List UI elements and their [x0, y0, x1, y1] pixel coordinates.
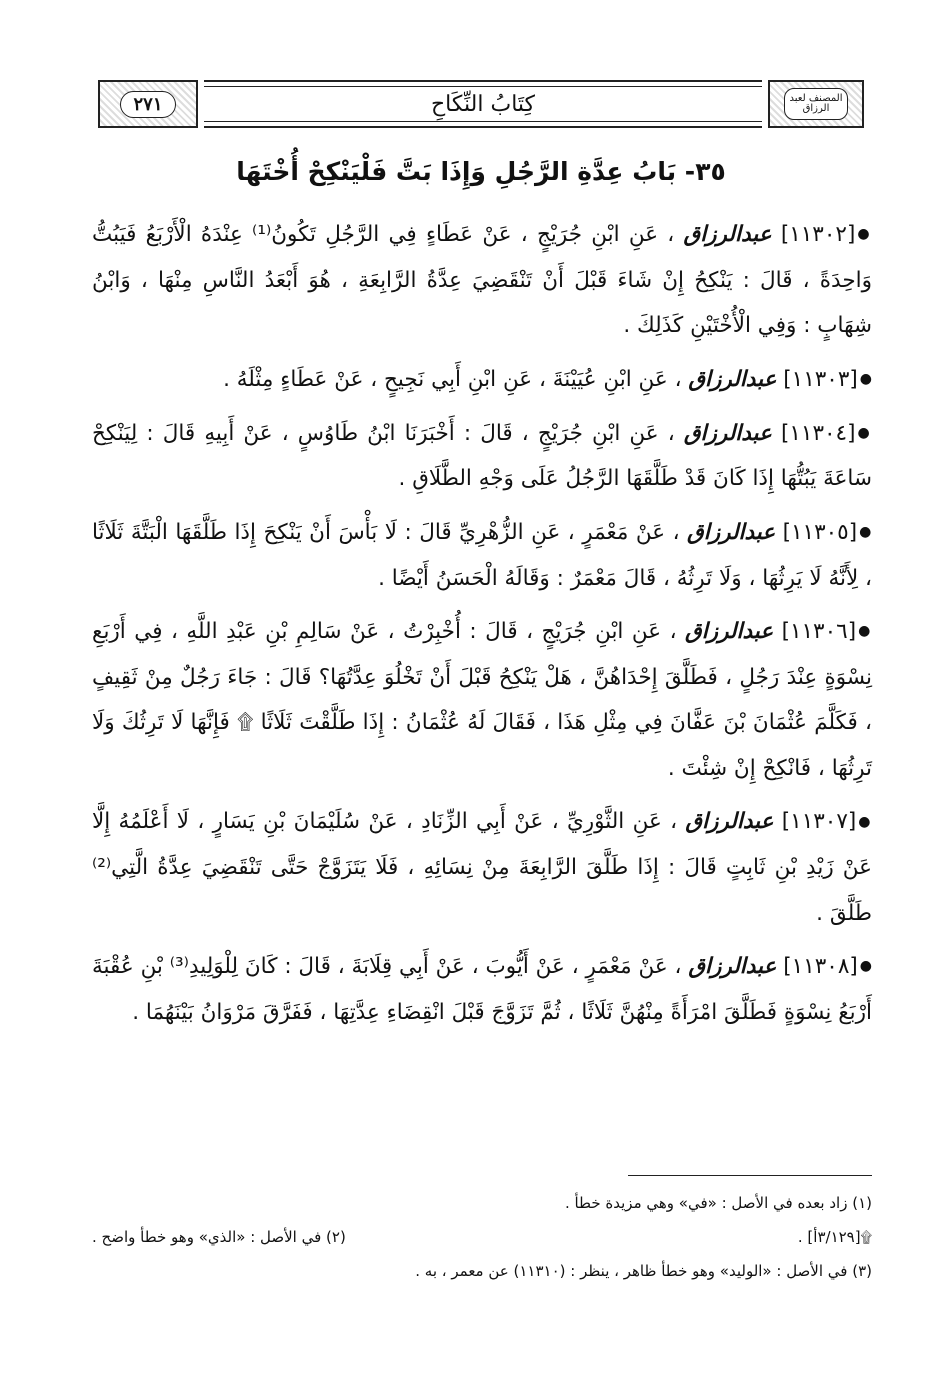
hadith-text: ، عَنِ ابْنِ عُيَيْنَةَ ، عَنِ ابْنِ أَبِي نَجِيحٍ ، عَنْ عَطَاءٍ مِثْلَهُ .	[223, 366, 682, 392]
page-number: ٢٧١	[120, 91, 175, 118]
book-logo-box	[768, 80, 864, 128]
narrator-name: عبدالرزاق	[685, 619, 774, 644]
hadith-paragraph	[92, 411, 872, 502]
hadith-number: [١١٣٠٤]	[780, 420, 856, 446]
hadith-text: ، عَنِ الثَّوْرِيِّ ، عَنْ أَبِي الزِّنَادِ ، عَنْ سُلَيْمَانَ بْنِ يَسَارٍ ، لَا أَعْلَمُهُ إِلَّا عَنْ زَيْدِ بْنِ ثَابِتٍ قَالَ : إِذَا طَلَّقَ الرَّابِعَةَ مِنْ نِسَائِهِ ، فَلَا يَتَزَوَّجْ حَتَّى تَنْقَضِيَ عِدَّةُ الَّتِي⁽²⁾ طَلَّقَ .	[92, 809, 872, 926]
chapter-title: ٣٥- بَابُ عِدَّةِ الرَّجُلِ وَإِذَا بَتَّ فَلْيَنْكِحْ أُخْتَهَا	[236, 157, 726, 186]
folio-marker: ۩[٣/١٢٩أ] .	[797, 1228, 872, 1246]
footnote-divider	[628, 1175, 872, 1176]
hadith-text: ، عَنْ مَعْمَرٍ ، عَنْ أَيُّوبَ ، عَنْ أَبِي قِلَابَةَ ، قَالَ : كَانَ لِلْوَلِيدِ⁽³⁾ بْنِ عُقْبَةَ أَرْبَعُ نِسْوَةٍ فَطَلَّقَ امْرَأَةً مِنْهُنَّ ثَلَاثًا ، ثُمَّ تَزَوَّجَ قَبْلَ انْقِضَاءِ عِدَّتِهَا ، فَفَرَّقَ مَرْوَانُ بَيْنَهُمَا .	[92, 954, 872, 1025]
narrator-name: عبدالرزاق	[688, 366, 777, 392]
narrator-name: عبدالرزاق	[688, 954, 777, 979]
footnote-1: (١) زاد بعده في الأصل : «في» وهي مزيدة خطأ .	[564, 1194, 872, 1212]
hadith-text: ، عَنِ ابْنِ جُرَيْجٍ ، قَالَ : أَخْبَرَنَا ابْنُ طَاوُسٍ ، عَنْ أَبِيهِ قَالَ : لِيَنْكِحْ سَاعَةَ يَبُتُّهَا إِذَا كَانَ قَدْ طَلَّقَهَا الرَّجُلُ عَلَى وَجْهِ الطَّلَاقِ .	[92, 420, 872, 492]
narrator-name: عبدالرزاق	[685, 809, 774, 835]
hadith-number: [١١٣٠٨]	[783, 954, 858, 979]
hadith-paragraph	[92, 212, 872, 349]
hadith-number: [١١٣٠٦]	[781, 619, 857, 644]
bullet-icon: ●	[859, 524, 872, 540]
bullet-icon: ●	[858, 623, 872, 640]
narrator-name: عبدالرزاق	[683, 222, 772, 247]
book-logo: المصنف لعبد الرزاق	[784, 88, 848, 120]
narrator-name: عبدالرزاق	[687, 519, 776, 545]
bullet-icon: ●	[858, 813, 872, 830]
bullet-icon: ●	[859, 958, 872, 975]
hadith-paragraph	[92, 799, 872, 936]
hadith-number: [١١٣٠٧]	[781, 809, 857, 835]
page-header	[98, 78, 864, 130]
hadith-number: [١١٣٠٣]	[783, 366, 858, 392]
footnotes	[92, 1186, 872, 1288]
bullet-icon: ●	[857, 424, 872, 441]
hadith-text: ، عَنِ ابْنِ جُرَيْجٍ ، عَنْ عَطَاءٍ فِي الرَّجُلِ تَكُونُ⁽¹⁾ عِنْدَهُ الْأَرْبَعُ فَيَبُتُّ وَاحِدَةً ، قَالَ : يَنْكِحُ إِنْ شَاءَ قَبْلَ أَنْ تَنْقَضِيَ عِدَّةُ الرَّابِعَةِ ، هُوَ أَبْعَدُ النَّاسِ مِنْهَا ، وَابْنُ شِهَابٍ : وَفِي الْأُخْتَيْنِ كَذَلِكَ .	[92, 222, 872, 339]
page-number-box	[98, 80, 198, 128]
hadith-text: ، عَنْ مَعْمَرٍ ، عَنِ الزُّهْرِيِّ قَالَ : لَا بَأْسَ أَنْ يَنْكِحَ إِذَا طَلَّقَهَا الْبَتَّةَ ثَلَاثًا ، لِأَنَّهُ لَا يَرِثُهَا ، وَلَا تَرِثُهُ ، قَالَ مَعْمَرٌ : وَقَالَهُ الْحَسَنُ أَيْضًا .	[92, 519, 872, 591]
footnote-2: (٢) في الأصل : «الذي» وهو خطأ واضح .	[92, 1228, 346, 1246]
footnote-row	[92, 1220, 872, 1254]
hadith-number: [١١٣٠٢]	[780, 222, 856, 247]
bullet-icon: ●	[859, 371, 872, 387]
hadith-text: ، عَنِ ابْنِ جُرَيْجٍ ، قَالَ : أُخْبِرْتُ ، عَنْ سَالِمِ بْنِ عَبْدِ اللَّهِ ، فِي أَرْبَعِ نِسْوَةٍ عِنْدَ رَجُلٍ ، فَطَلَّقَ إِحْدَاهُنَّ ، هَلْ يَنْكِحُ قَبْلَ أَنْ تَخْلُوَ عِدَّتُهَا؟ قَالَ : جَاءَ رَجُلٌ مِنْ ثَقِيفٍ ، فَكَلَّمَ عُثْمَانَ بْنَ عَفَّانَ فِي مِثْلِ هَذَا ، فَقَالَ لَهُ عُثْمَانُ : إِذَا طَلَّقْتَ ثَلَاثًا ۩ فَإِنَّهَا لَا تَرِثُكَ وَلَا تَرِثُهَا ، فَانْكِحْ إِنْ شِئْتَ .	[92, 619, 872, 781]
main-text	[92, 212, 872, 1043]
hadith-paragraph	[92, 510, 872, 601]
narrator-name: عبدالرزاق	[683, 420, 772, 446]
footnote-3: (٣) في الأصل : «الوليد» وهو خطأ ظاهر ، ينظر : (١١٣١٠) عن معمر ، به .	[415, 1262, 872, 1280]
book-title: كِتَابُ النِّكَاحِ	[430, 91, 536, 117]
header-title-band	[204, 80, 762, 128]
bullet-icon: ●	[857, 226, 872, 243]
hadith-paragraph	[92, 609, 872, 791]
hadith-paragraph	[92, 944, 872, 1035]
hadith-paragraph	[92, 357, 872, 403]
hadith-number: [١١٣٠٥]	[782, 519, 858, 545]
